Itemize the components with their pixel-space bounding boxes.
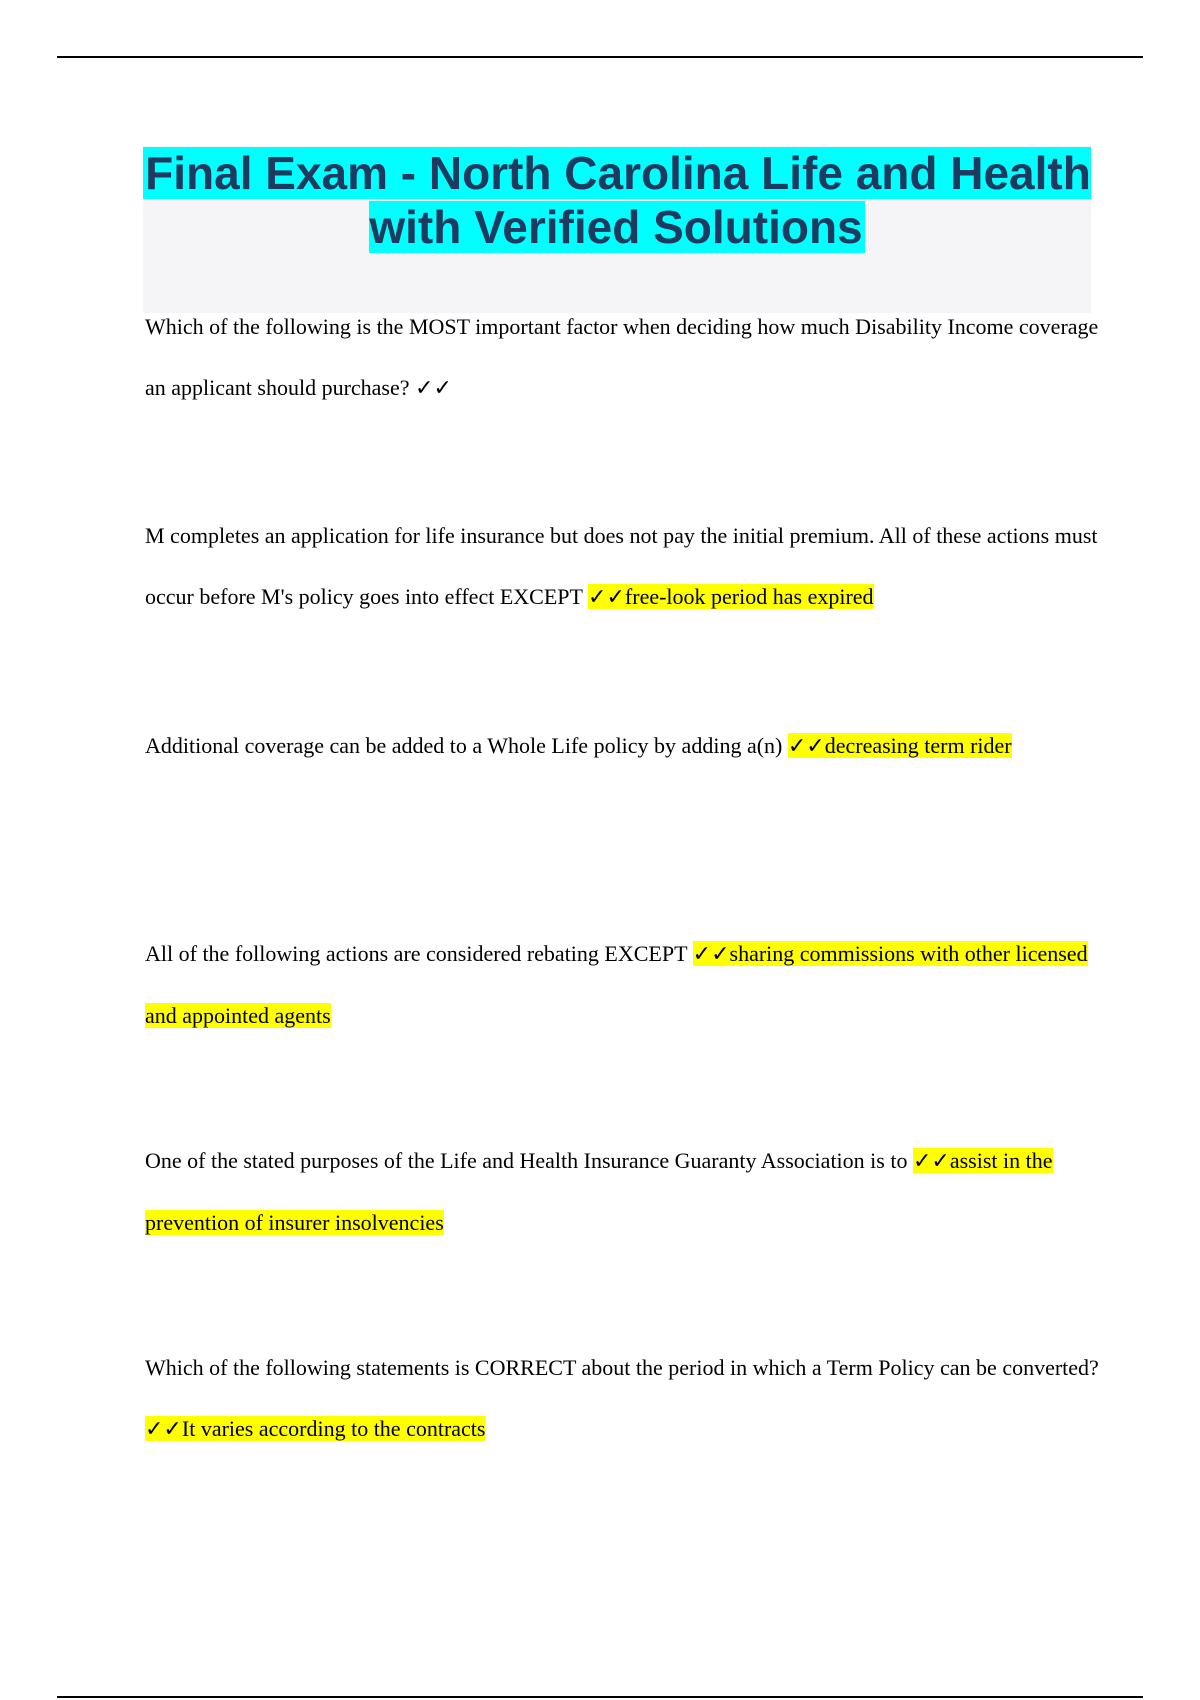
check-mark-icon: ✓✓ [787, 734, 825, 759]
check-mark-icon: ✓✓ [692, 942, 730, 967]
answer-text: sharing commissions with other licensed and appointed agents [145, 941, 1088, 1028]
question-text: M completes an application for life insurance but does not pay the initial premium. All of these actions must occur before M's policy goes into effect EXCEPT [145, 523, 1098, 609]
question-text: One of the stated purposes of the Life and Health Insurance Guaranty Association is to [145, 1148, 908, 1173]
qa-item-2 [145, 505, 1100, 628]
question-text: Additional coverage can be added to a Whole Life policy by adding a(n) [145, 733, 783, 758]
answer-text: free-look period has expired [624, 584, 874, 609]
top-rule [57, 56, 1143, 58]
check-mark-icon: ✓✓ [588, 585, 625, 610]
check-mark-icon: ✓✓ [912, 1149, 950, 1174]
question-text: All of the following actions are considered rebating EXCEPT [145, 941, 688, 966]
qa-item-1 [145, 296, 1100, 419]
answer-text: assist in the prevention of insurer insolvencies [145, 1148, 1053, 1235]
question-text: Which of the following is the MOST important factor when deciding how much Disability Income coverage an applicant should purchase? [145, 314, 1099, 400]
answer-highlight [145, 1416, 485, 1441]
check-mark-icon: ✓✓ [145, 1417, 182, 1442]
qa-item-6 [145, 1337, 1100, 1460]
check-mark-icon: ✓✓ [415, 376, 452, 401]
bottom-rule [57, 1696, 1143, 1698]
answer-highlight [788, 733, 1012, 758]
answer-highlight [588, 584, 874, 609]
qa-item-5 [145, 1130, 1100, 1253]
qa-item-3 [145, 715, 1100, 777]
title-block [143, 146, 1091, 313]
answer-text: decreasing term rider [824, 733, 1012, 758]
title-highlight: Final Exam - North Carolina Life and Health with Verified Solutions [145, 147, 1091, 253]
answer-text: It varies according to the contracts [181, 1416, 486, 1441]
qa-item-4 [145, 923, 1100, 1046]
question-text: Which of the following statements is CORRECT about the period in which a Term Policy can be converted? [145, 1355, 1099, 1380]
document-title [143, 146, 1091, 254]
